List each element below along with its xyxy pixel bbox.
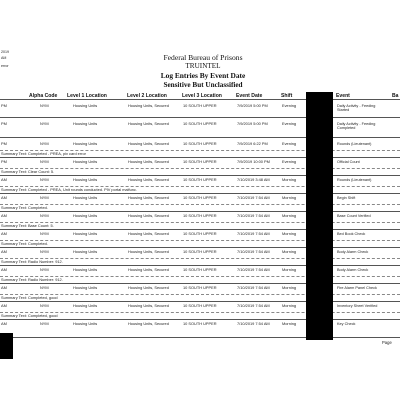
event-date-cell: 7/10/2019 7:54 AM [237, 267, 270, 272]
row-time-fragment: AM [1, 285, 7, 290]
level-1-location-cell: Housing Units [73, 141, 98, 146]
table-row [0, 230, 400, 248]
shift-cell: Morning [282, 231, 297, 236]
event-date-cell: 7/10/2019 7:54 AM [237, 303, 270, 308]
table-row [0, 102, 400, 120]
alpha-code-cell: NYM [40, 213, 49, 218]
level-1-location-cell: Housing Units [73, 195, 98, 200]
table-row [0, 212, 400, 230]
level-3-location-cell: 10 SOUTH UPPER [183, 249, 217, 254]
event-cell: Daily Activity - Feeding Started [337, 104, 376, 113]
summary-text: Summary Text: Completed - PREA, piv card error [1, 151, 86, 156]
summary-divider [0, 168, 400, 169]
summary-text: Summary Text: Completed - PREA, Unit rounds conducted. PIV portal malfunc. [1, 187, 137, 192]
system-name: TRUINTEL [185, 62, 221, 70]
level-3-location-header: Level 3 Location [182, 93, 222, 99]
event-date-cell: 7/9/2019 5:00 PM [237, 121, 268, 126]
alpha-code-header: Alpha Code [29, 93, 58, 99]
summary-divider [0, 294, 400, 295]
level-2-location-cell: Housing Units, Secured [128, 321, 169, 326]
alpha-code-cell: NYM [40, 321, 49, 326]
level-3-location-cell: 10 SOUTH UPPER [183, 303, 217, 308]
summary-divider [0, 222, 400, 223]
row-divider [0, 117, 400, 118]
level-1-location-cell: Housing Units [73, 285, 98, 290]
level-1-location-cell: Housing Units [73, 177, 98, 182]
shift-cell: Morning [282, 213, 297, 218]
alpha-code-cell: NYM [40, 177, 49, 182]
level-2-location-cell: Housing Units, Secured [128, 159, 169, 164]
summary-divider [0, 186, 400, 187]
event-cell: Base Count Verified [337, 214, 371, 218]
event-date-cell: 7/10/2019 7:54 AM [237, 249, 270, 254]
table-row [0, 284, 400, 302]
alpha-code-cell: NYM [40, 195, 49, 200]
row-divider [0, 337, 400, 338]
summary-text: Summary Text: Completed. [1, 241, 48, 246]
level-2-location-cell: Housing Units, Secured [128, 267, 169, 272]
level-3-location-cell: 10 SOUTH UPPER [183, 285, 217, 290]
summary-text: Summary Text: Completed, good [1, 313, 58, 318]
shift-cell: Morning [282, 177, 297, 182]
event-cell: Official Count [337, 160, 360, 164]
level-2-location-cell: Housing Units, Secured [128, 121, 169, 126]
summary-text: Summary Text: Radio Number: 912. [1, 259, 63, 264]
alpha-code-cell: NYM [40, 121, 49, 126]
shift-cell: Evening [282, 121, 297, 126]
alpha-code-cell: NYM [40, 249, 49, 254]
row-time-fragment: PM [1, 121, 7, 126]
event-date-header: Event Date [236, 93, 263, 99]
level-2-location-cell: Housing Units, Secured [128, 303, 169, 308]
level-2-location-cell: Housing Units, Secured [128, 177, 169, 182]
event-date-cell: 7/9/2019 5:00 PM [237, 103, 268, 108]
level-3-location-cell: 10 SOUTH UPPER [183, 231, 217, 236]
level-2-location-cell: Housing Units, Secured [128, 213, 169, 218]
event-cell: Body Alarm Check [337, 250, 369, 254]
level-3-location-cell: 10 SOUTH UPPER [183, 159, 217, 164]
ba-header: Ba [392, 93, 399, 99]
event-cell: Body Alarm Check [337, 268, 369, 272]
user-column-redaction [306, 92, 333, 340]
row-time-fragment: AM [1, 177, 7, 182]
alpha-code-cell: NYM [40, 141, 49, 146]
table-row [0, 302, 400, 320]
summary-text: Summary Text: Radio Number: 912. [1, 277, 63, 282]
row-time-fragment: AM [1, 321, 7, 326]
event-header: Event [336, 93, 350, 99]
shift-cell: Morning [282, 267, 297, 272]
header-rule [0, 99, 400, 100]
level-1-location-cell: Housing Units [73, 303, 98, 308]
level-2-location-cell: Housing Units, Secured [128, 285, 169, 290]
summary-divider [0, 258, 400, 259]
level-2-location-cell: Housing Units, Secured [128, 231, 169, 236]
alpha-code-cell: NYM [40, 231, 49, 236]
shift-cell: Morning [282, 249, 297, 254]
table-row [0, 120, 400, 138]
summary-text: Summary Text: Base Count: 5. [1, 223, 54, 228]
row-time-fragment: PM [1, 141, 7, 146]
event-date-cell: 7/10/2019 7:54 AM [237, 231, 270, 236]
level-2-location-cell: Housing Units, Secured [128, 141, 169, 146]
event-cell: Rounds (Lieutenant) [337, 142, 372, 146]
summary-divider [0, 150, 400, 151]
event-date-cell: 7/10/2019 7:54 AM [237, 285, 270, 290]
event-date-cell: 7/10/2019 7:54 AM [237, 321, 270, 326]
level-3-location-cell: 10 SOUTH UPPER [183, 103, 217, 108]
row-time-fragment: AM [1, 195, 7, 200]
row-time-fragment: AM [1, 249, 7, 254]
error-fragment: error [1, 64, 9, 68]
level-1-location-cell: Housing Units [73, 231, 98, 236]
summary-divider [0, 276, 400, 277]
shift-cell: Morning [282, 195, 297, 200]
event-cell: Bed Book Check [337, 232, 366, 236]
level-2-location-cell: Housing Units, Secured [128, 103, 169, 108]
row-divider [0, 137, 400, 138]
level-2-location-header: Level 2 Location [127, 93, 167, 99]
summary-divider [0, 204, 400, 205]
event-cell: Key Check [337, 322, 356, 326]
event-date-cell: 7/10/2019 3:48 AM [237, 177, 270, 182]
event-date-cell: 7/9/2019 10:00 PM [237, 159, 270, 164]
level-1-location-cell: Housing Units [73, 159, 98, 164]
event-cell: Fire Alarm Panel Check [337, 286, 377, 290]
table-row [0, 248, 400, 266]
table-row [0, 320, 400, 338]
event-date-cell: 7/10/2019 7:54 AM [237, 195, 270, 200]
alpha-code-cell: NYM [40, 267, 49, 272]
level-3-location-cell: 10 SOUTH UPPER [183, 321, 217, 326]
shift-cell: Morning [282, 303, 297, 308]
level-2-location-cell: Housing Units, Secured [128, 195, 169, 200]
level-3-location-cell: 10 SOUTH UPPER [183, 195, 217, 200]
alpha-code-cell: NYM [40, 303, 49, 308]
table-row [0, 266, 400, 284]
row-time-fragment: AM [1, 303, 7, 308]
row-time-fragment: AM [1, 267, 7, 272]
event-cell: Begin Shift [337, 196, 356, 200]
summary-text: Summary Text: Clear Count: 5. [1, 169, 55, 174]
row-time-fragment: AM [1, 213, 7, 218]
agency-name: Federal Bureau of Prisons [163, 53, 243, 62]
report-time-fragment: AM [1, 56, 7, 60]
row-time-fragment: PM [1, 159, 7, 164]
shift-cell: Morning [282, 285, 297, 290]
summary-divider [0, 240, 400, 241]
summary-divider [0, 312, 400, 313]
level-3-location-cell: 10 SOUTH UPPER [183, 141, 217, 146]
level-2-location-cell: Housing Units, Secured [128, 249, 169, 254]
alpha-code-cell: NYM [40, 103, 49, 108]
report-title: Log Entries By Event Date [160, 71, 246, 80]
level-3-location-cell: 10 SOUTH UPPER [183, 177, 217, 182]
row-time-fragment: PM [1, 103, 7, 108]
table-row [0, 140, 400, 158]
row-time-fragment: AM [1, 231, 7, 236]
table-row [0, 194, 400, 212]
shift-cell: Morning [282, 321, 297, 326]
summary-text: Summary Text: Completed, good [1, 295, 58, 300]
alpha-code-cell: NYM [40, 285, 49, 290]
event-cell: Inventory Sheet Verified [337, 304, 378, 308]
level-3-location-cell: 10 SOUTH UPPER [183, 213, 217, 218]
event-date-cell: 7/10/2019 7:54 AM [237, 213, 270, 218]
summary-text: Summary Text: Completed. [1, 205, 48, 210]
level-1-location-cell: Housing Units [73, 249, 98, 254]
alpha-code-cell: NYM [40, 159, 49, 164]
shift-header: Shift [281, 93, 293, 99]
shift-cell: Evening [282, 103, 297, 108]
level-1-location-cell: Housing Units [73, 121, 98, 126]
page-label: Page [382, 340, 392, 345]
shift-cell: Evening [282, 141, 297, 146]
level-1-location-header: Level 1 Location [67, 93, 107, 99]
table-row [0, 176, 400, 194]
corner-redaction [0, 333, 13, 359]
level-1-location-cell: Housing Units [73, 267, 98, 272]
table-row [0, 158, 400, 176]
event-cell: Rounds (Lieutenant) [337, 178, 372, 182]
level-1-location-cell: Housing Units [73, 213, 98, 218]
report-date-fragment: 2019 [1, 50, 9, 54]
level-3-location-cell: 10 SOUTH UPPER [183, 267, 217, 272]
level-3-location-cell: 10 SOUTH UPPER [183, 121, 217, 126]
event-cell: Daily Activity - Feeding Completed [337, 122, 376, 131]
level-1-location-cell: Housing Units [73, 321, 98, 326]
event-date-cell: 7/9/2019 6:22 PM [237, 141, 268, 146]
classification-label: Sensitive But Unclassified [163, 81, 243, 89]
shift-cell: Evening [282, 159, 297, 164]
level-1-location-cell: Housing Units [73, 103, 98, 108]
